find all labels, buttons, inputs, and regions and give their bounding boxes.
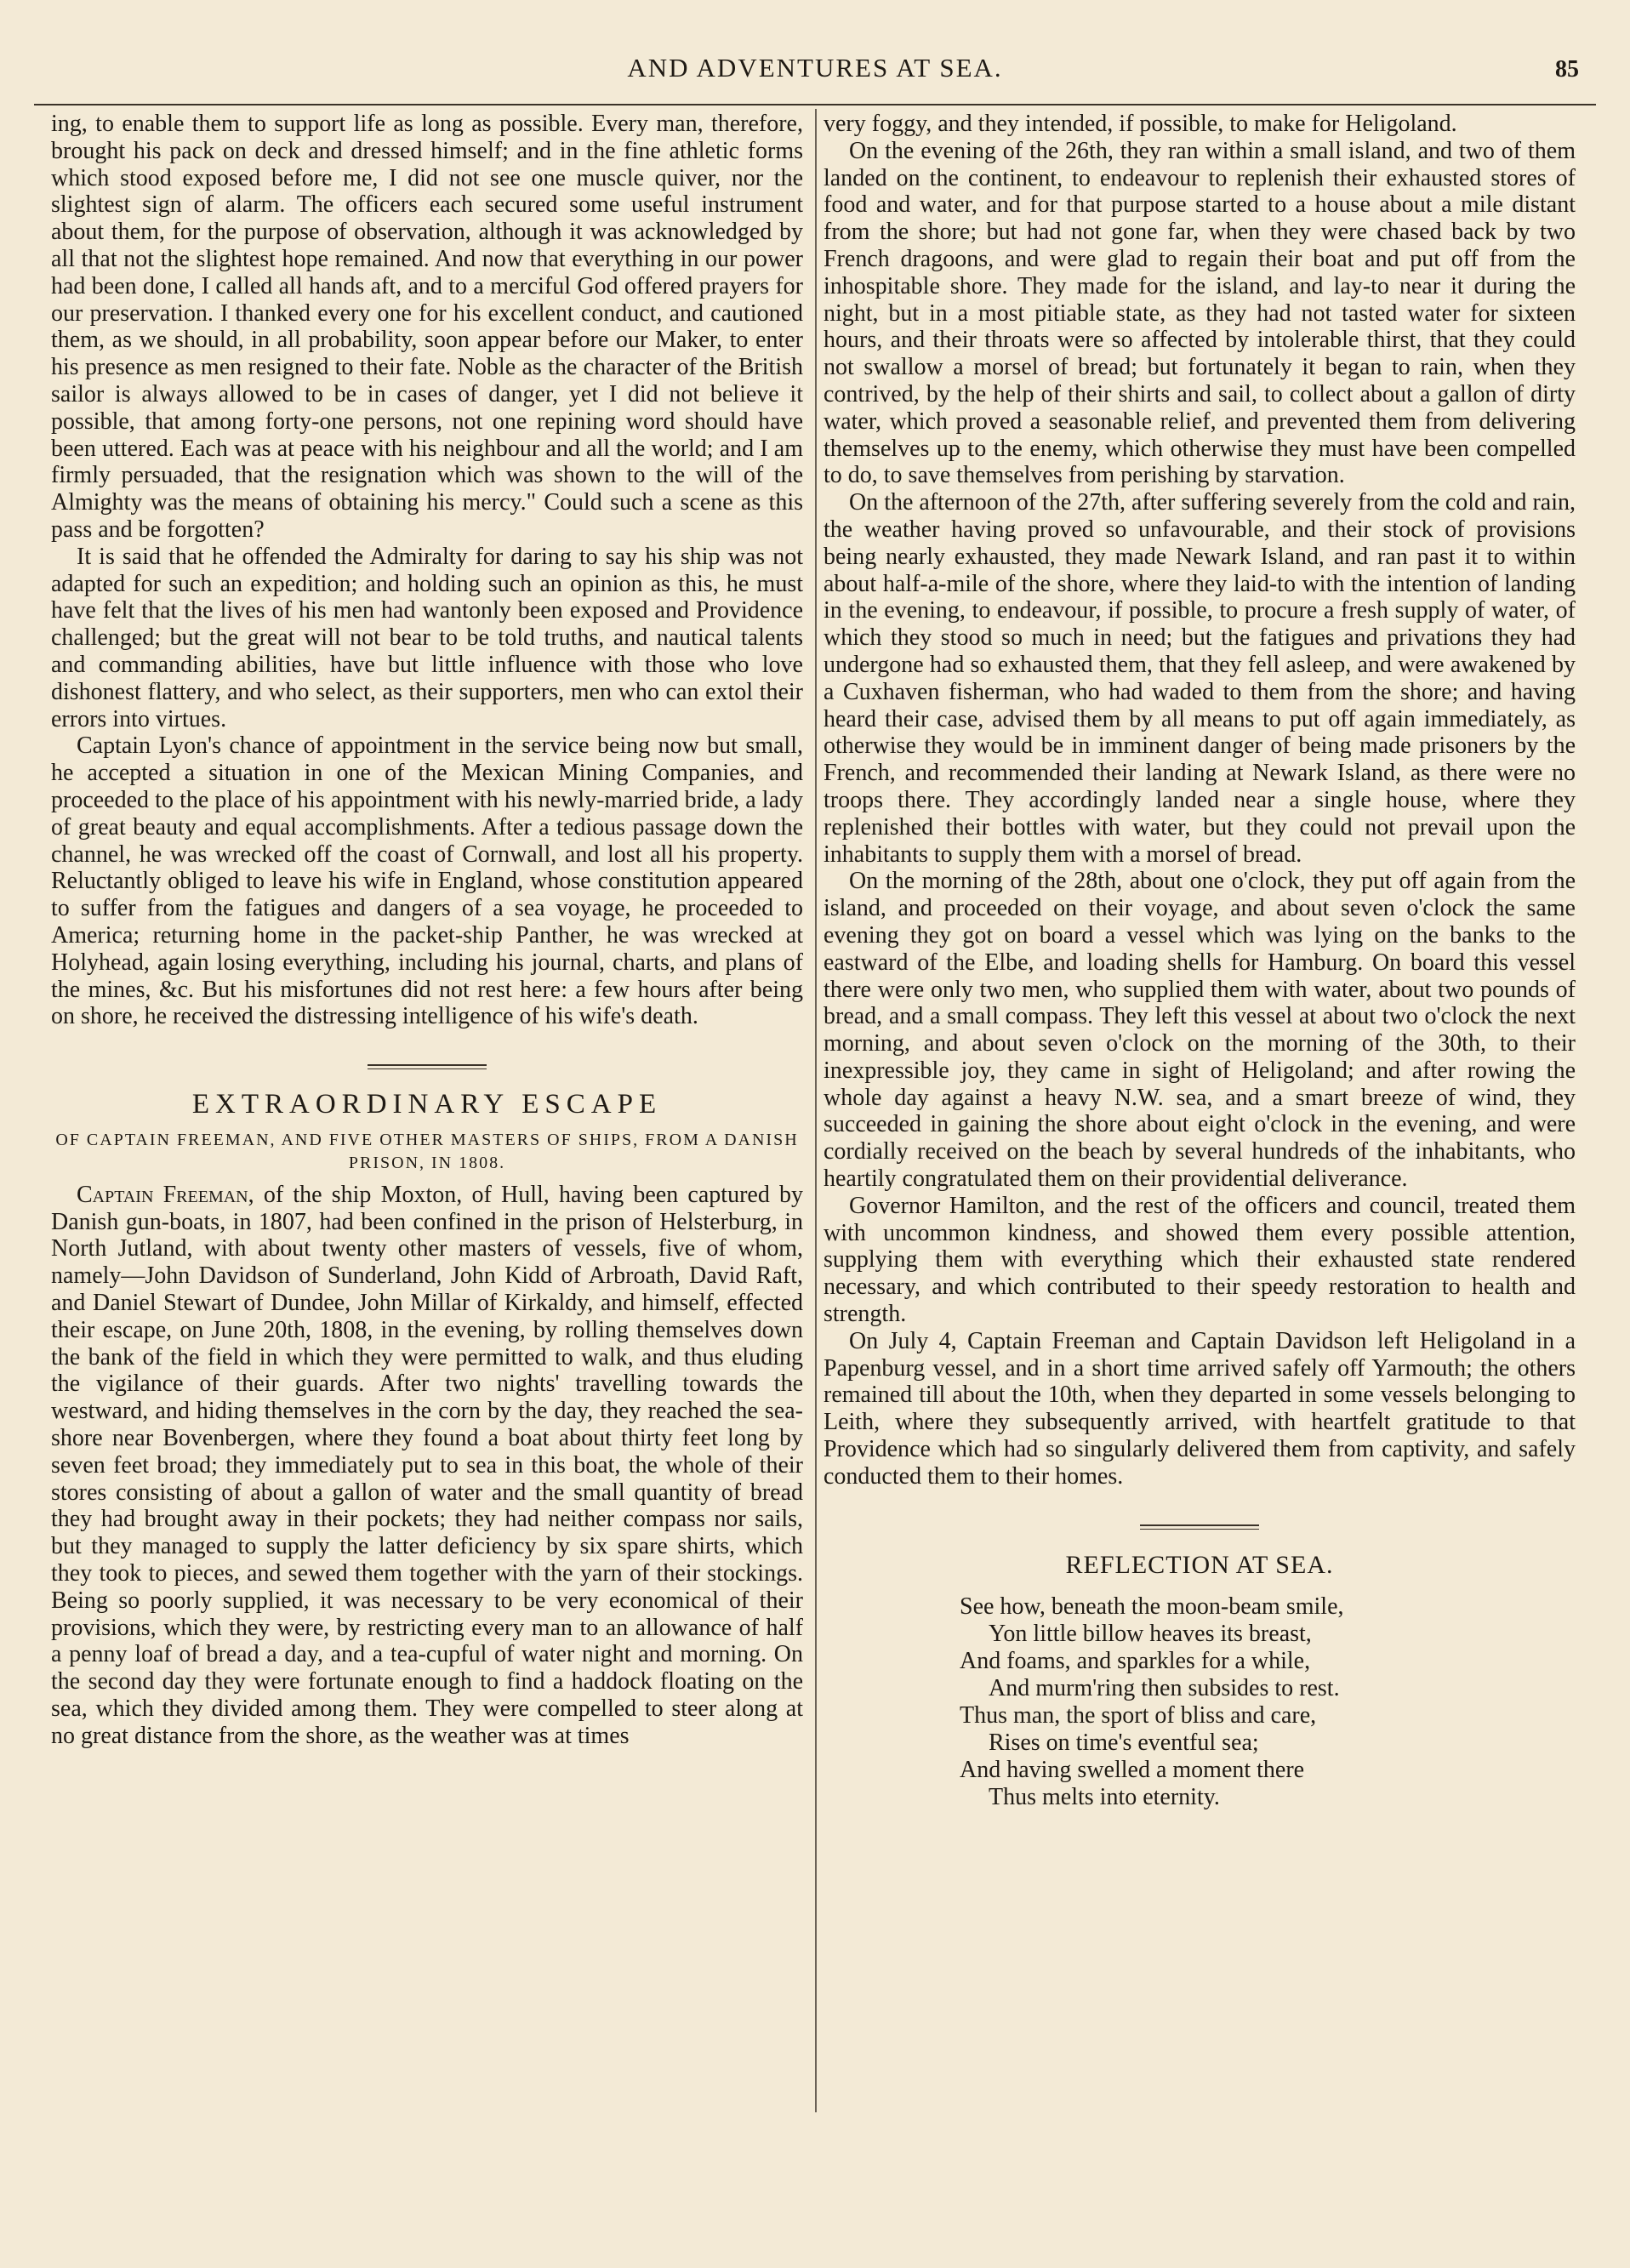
paragraph: On the morning of the 28th, about one o'clock, they put off again from the island, and proceeded on their voyage, and about seven o'clock the same evening they got on board a vessel which was lying on the banks to the eastward of the Elbe, and loading shells for Hamburg. On board this vessel there were only two men, who supplied them with water, about two pounds of bread, and a small compass. They left this vessel at about two o'clock the next morning, and about seven o'clock on the morning of the 30th, to their inexpressible joy, they came in sight of Heligoland; and after rowing the whole day against a heavy N.W. sea, and a smart breeze of wind, they succeeded in gaining the shore about eight o'clock in the evening, and were cordially received on the beach by several hundreds of the inhabitants, who heartily congratulated them on their providential deliverance. <box>824 868 1576 1193</box>
poem-title: REFLECTION AT SEA. <box>1065 1550 1334 1579</box>
section-separator <box>368 1064 487 1069</box>
paragraph: Governor Hamilton, and the rest of the officers and council, treated them with uncommon kindness, and showed them every possible attention, supplying them with everything which their exhausted state rendered necessary, and which contributed to their speedy restoration to health and strength. <box>824 1192 1576 1328</box>
column-divider <box>815 109 817 2112</box>
poem-line: And having swelled a moment there <box>960 1757 1305 1784</box>
article-body-text: of the ship Moxton, of Hull, having been captured by Danish gun-boats, in 1807, had been confined in the prison of Helsterburg, in North Jutland, with about twenty other masters of vessels, five of whom, namely—John Davidson of Sunderland, John Kidd of Arbroath, David Raft, and Daniel Stewart of Dundee, John Millar of Kirkaldy, and himself, effected their escape, on June 20th, 1808, in the evening, by rolling themselves down the bank of the field in which they were permitted to walk, and thus eluding the vigilance of their guards. After two nights' travelling towards the westward, and hiding themselves in the corn by the day, they reached the sea-shore near Bovenbergen, where they found a boat about thirty feet long by seven feet broad; they immediately put to sea in this boat, the whole of their stores consisting of about a gallon of water and the small quantity of bread they had brought away in their pockets; they had neither compass nor sails, but they managed to supply the latter deficiency by six spare shirts, which they took to pieces, and sewed them together with the yarn of their stockings. Being so poorly supplied, it was necessary to be very economical of their provisions, which they were, by restricting every man to an allowance of half a penny loaf of bread a day, and a tea-cupful of water night and morning. On the second day they were fortunate enough to find a haddock floating on the sea, which they divided among them. They were compelled to steer along at no great distance from the shore, as the weather was at times <box>51 1181 804 1749</box>
section-separator <box>1140 1524 1259 1530</box>
article-title: EXTRAORDINARY ESCAPE <box>191 1089 663 1120</box>
paragraph: very foggy, and they intended, if possible, to make for Heligoland. <box>824 111 1457 137</box>
article-lead: Captain Freeman, <box>77 1181 254 1208</box>
poem-line: Thus melts into eternity. <box>989 1784 1220 1811</box>
right-column <box>824 111 1576 1811</box>
poem-line: Yon little billow heaves its breast, <box>989 1621 1312 1648</box>
article-subtitle: OF CAPTAIN FREEMAN, AND FIVE OTHER MASTERS OF SHIPS, FROM A DANISH PRISON, IN 1808. <box>55 1130 799 1172</box>
paragraph: It is said that he offended the Admiralty for daring to say his ship was not adapted for such an expedition; and holding such an opinion as this, he must have felt that the lives of his men had wantonly been exposed and Providence challenged; but the great will not bear to be told truths, and nautical talents and commanding abilities, have but little influence with those who love dishonest flattery, and who select, as their supporters, men who can extol their errors into virtues. <box>51 543 803 732</box>
poem-line: See how, beneath the moon-beam smile, <box>960 1593 1344 1621</box>
article-body <box>51 1182 803 1750</box>
page-number: 85 <box>1555 56 1579 83</box>
paragraph: On July 4, Captain Freeman and Captain Davidson left Heligoland in a Papenburg vessel, and in a short time arrived safely off Yarmouth; the others remained till about the 10th, when they departed in some vessels belonging to Leith, where they subsequently arrived, with heartfelt gratitude to that Providence which had so singularly delivered them from captivity, and safely conducted them to their homes. <box>824 1327 1576 1490</box>
poem-line: Thus man, the sport of bliss and care, <box>960 1702 1317 1729</box>
poem-line: Rises on time's eventful sea; <box>989 1729 1259 1757</box>
poem <box>960 1593 1576 1811</box>
page-header <box>34 0 1596 105</box>
poem-line: And murm'ring then subsides to rest. <box>989 1675 1340 1702</box>
paragraph: Captain Lyon's chance of appointment in the service being now but small, he accepted a situation in one of the Mexican Mining Companies, and proceeded to the place of his appointment with his newly-married bride, a lady of great beauty and equal accomplishments. After a tedious passage down the channel, he was wrecked off the coast of Cornwall, and lost all his property. Reluctantly obliged to leave his wife in England, whose constitution appeared to suffer from the fatigues and dangers of a sea voyage, he proceeded to America; returning home in the packet-ship Panther, he was wrecked at Holyhead, again losing everything, including his journal, charts, and plans of the mines, &c. But his misfortunes did not rest here: a few hours after being on shore, he received the distressing intelligence of his wife's death. <box>51 732 803 1030</box>
paragraph: ing, to enable them to support life as long as possible. Every man, therefore, brought his pack on deck and dressed himself; and in the fine athletic forms which stood exposed before me, I did not see one muscle quiver, nor the slightest sign of alarm. The officers each secured some useful instrument about them, for the purpose of observation, although it was acknowledged by all that not the slightest hope remained. And now that everything in our power had been done, I called all hands aft, and to a merciful God offered prayers for our preservation. I thanked every one for his excellent conduct, and cautioned them, as we should, in all probability, soon appear before our Maker, to enter his presence as men resigned to their fate. Noble as the character of the British sailor is always allowed to be in cases of danger, yet I did not believe it possible, that among forty-one persons, not one repining word should have been uttered. Each was at peace with his neighbour and all the world; and I am firmly persuaded, that the resignation which was shown to the will of the Almighty was the means of obtaining his mercy." Could such a scene as this pass and be forgotten? <box>51 111 803 543</box>
paragraph: On the evening of the 26th, they ran within a small island, and two of them landed on the continent, to endeavour to replenish their exhausted stores of food and water, and for that purpose started to a house about a mile distant from the shore; but had not gone far, when they were chased back by two French dragoons, and were glad to regain their boat and put off from the inhospitable shore. They made for the island, and lay-to near it during the night, but in a most pitiable state, as they had not tasted water for sixteen hours, and their throats were so affected by intolerable thirst, that they could not swallow a morsel of bread; but fortunately it began to rain, when they contrived, by the help of their shirts and sail, to collect about a gallon of dirty water, which proved a seasonable relief, and prevented them from delivering themselves up to the enemy, which otherwise they must have been compelled to do, to save themselves from perishing by starvation. <box>824 137 1576 489</box>
left-column <box>51 111 803 1750</box>
paragraph: On the afternoon of the 27th, after suffering severely from the cold and rain, the weather having proved so unfavourable, and their stock of provisions being nearly exhausted, they made Newark Island, and ran past it to within about half-a-mile of the shore, where they laid-to with the intention of landing in the evening, to endeavour, if possible, to procure a fresh supply of water, of which they stood so much in need; but the fatigues and privations they had undergone had so exhausted them, that they fell asleep, and were awakened by a Cuxhaven fisherman, who had waded to them from the shore; and having heard their case, advised them by all means to put off again immediately, as otherwise they would be in imminent danger of being made prisoners by the French, and recommended their landing at Newark Island, as there were no troops there. They accordingly landed near a single house, where they replenished their bottles with water, but they could not prevail upon the inhabitants to supply them with a morsel of bread. <box>824 489 1576 868</box>
poem-line: And foams, and sparkles for a while, <box>960 1648 1311 1675</box>
running-title: AND ADVENTURES AT SEA. <box>627 53 1003 83</box>
